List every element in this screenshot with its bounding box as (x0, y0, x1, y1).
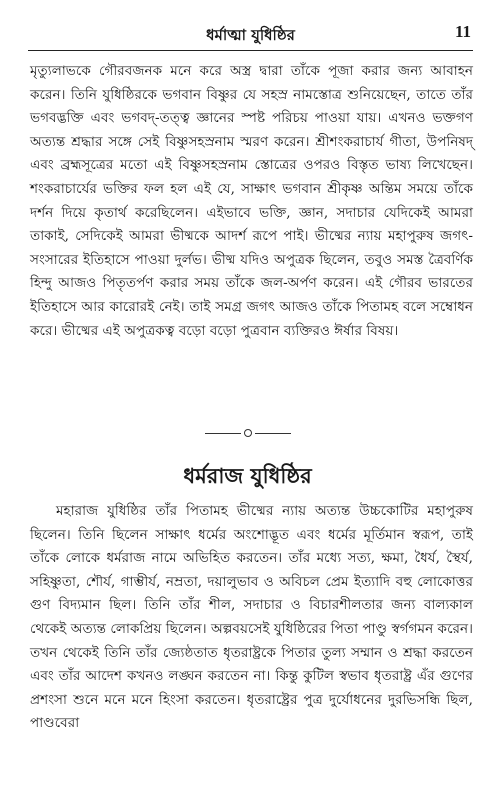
divider-circle-icon (244, 429, 252, 437)
running-title: ধর্মাত্মা যুধিষ্ঠির (206, 26, 295, 44)
section-divider (0, 427, 495, 439)
divider-line-right (255, 433, 291, 434)
section-paragraph: মহারাজ যুধিষ্ঠির তাঁর পিতামহ ভীষ্মের ন্যায় অত্যন্ত উচ্চকোটির মহাপুরুষ ছিলেন। তিনি ছিলেন সাক্ষাৎ ধর্মের অংশোদ্ভূত এবং ধর্মের মূর্তিমান স্বরূপ, তাই তাঁকে লোকে ধর্মরাজ নামে অভিহিত করতেন। তাঁর মধ্যে সত্য, ক্ষমা, ধৈর্য, স্থৈর্য, সহিষ্ণুতা, শৌর্য, গাম্ভীর্য, নম্রতা, দয়ালুভাব ও অবিচল প্রেম ইত্যাদি বহু লোকোত্তর গুণ বিদ্যমান ছিল। তিনি তাঁর শীল, সদাচার ও বিচারশীলতার জন্য বাল্যকাল থেকেই অত্যন্ত লোকপ্রিয় ছিলেন। অল্পবয়সেই যুধিষ্ঠিরের পিতা পাণ্ডু স্বর্গগমন করেন। তখন থেকেই তিনি তাঁর জ্যেষ্ঠতাত ধৃতরাষ্ট্রকে পিতার তুল্য সম্মান ও শ্রদ্ধা করতেন এবং তাঁর আদেশ কখনও লঙ্ঘন করতেন না। কিন্তু কুটিল স্বভাব ধৃতরাষ্ট্র এঁর গুণের প্রশংসা শুনে মনে মনে হিংসা করতেন। ধৃতরাষ্ট্রের পুত্র দুর্যোধনের দুরভিসন্ধি ছিল, পাণ্ডবেরা (30, 503, 473, 732)
page-header (28, 20, 473, 51)
section-title: ধর্মরাজ যুধিষ্ঠির (183, 464, 312, 488)
page-number: 11 (454, 22, 471, 41)
passage-paragraph: মৃত্যুলাভকে গৌরবজনক মনে করে অস্ত্র দ্বারা তাঁকে পূজা করার জন্য আবাহন করেন। তিনি যুধিষ্ঠিরকে ভগবান বিষ্ণুর যে সহস্র নামস্তোত্র শুনিয়েছেন, তাতে তাঁর ভগবদ্ভক্তি এবং ভগবদ্‌-তত্ত্ব জ্ঞানের স্পষ্ট পরিচয় পাওয়া যায়। এখনও ভক্তগণ অত্যন্ত শ্রদ্ধার সঙ্গে সেই বিষ্ণুসহস্রনাম স্মরণ করেন। শ্রীশংকরাচার্য গীতা, উপনিষদ্‌ এবং ব্রহ্মসূত্রের মতো এই বিষ্ণুসহস্রনাম স্তোত্রের ওপরও বিস্তৃত ভাষ্য লিখেছেন। শংকরাচার্যের ভক্তির ফল হল এই যে, সাক্ষাৎ ভগবান শ্রীকৃষ্ণ অন্তিম সময়ে তাঁকে দর্শন দিয়ে কৃতার্থ করেছিলেন। এইভাবে ভক্তি, জ্ঞান, সদাচার যেদিকেই আমরা তাকাই, সেদিকেই আমরা ভীষ্মকে আদর্শ রূপে পাই। ভীষ্মের ন্যায় মহাপুরুষ জগৎ-সংসারের ইতিহাসে পাওয়া দুর্লভ। ভীষ্ম যদিও অপুত্রক ছিলেন, তবুও সমস্ত ত্রৈবর্ণিক হিন্দু আজও পিতৃতর্পণ করার সময় তাঁকে জল-অর্পণ করেন। এই গৌরব ভারতের ইতিহাসে আর কারোরই নেই। তাই সমগ্র জগৎ আজও তাঁকে পিতামহ বলে সম্বোধন করে। ভীষ্মের এই অপুত্রকত্ব বড়ো বড়ো পুত্রবান ব্যক্তিরও ঈর্ষার বিষয়। (30, 63, 473, 339)
section-block (30, 500, 473, 736)
passage-block (30, 60, 473, 343)
divider-line-left (205, 433, 241, 434)
